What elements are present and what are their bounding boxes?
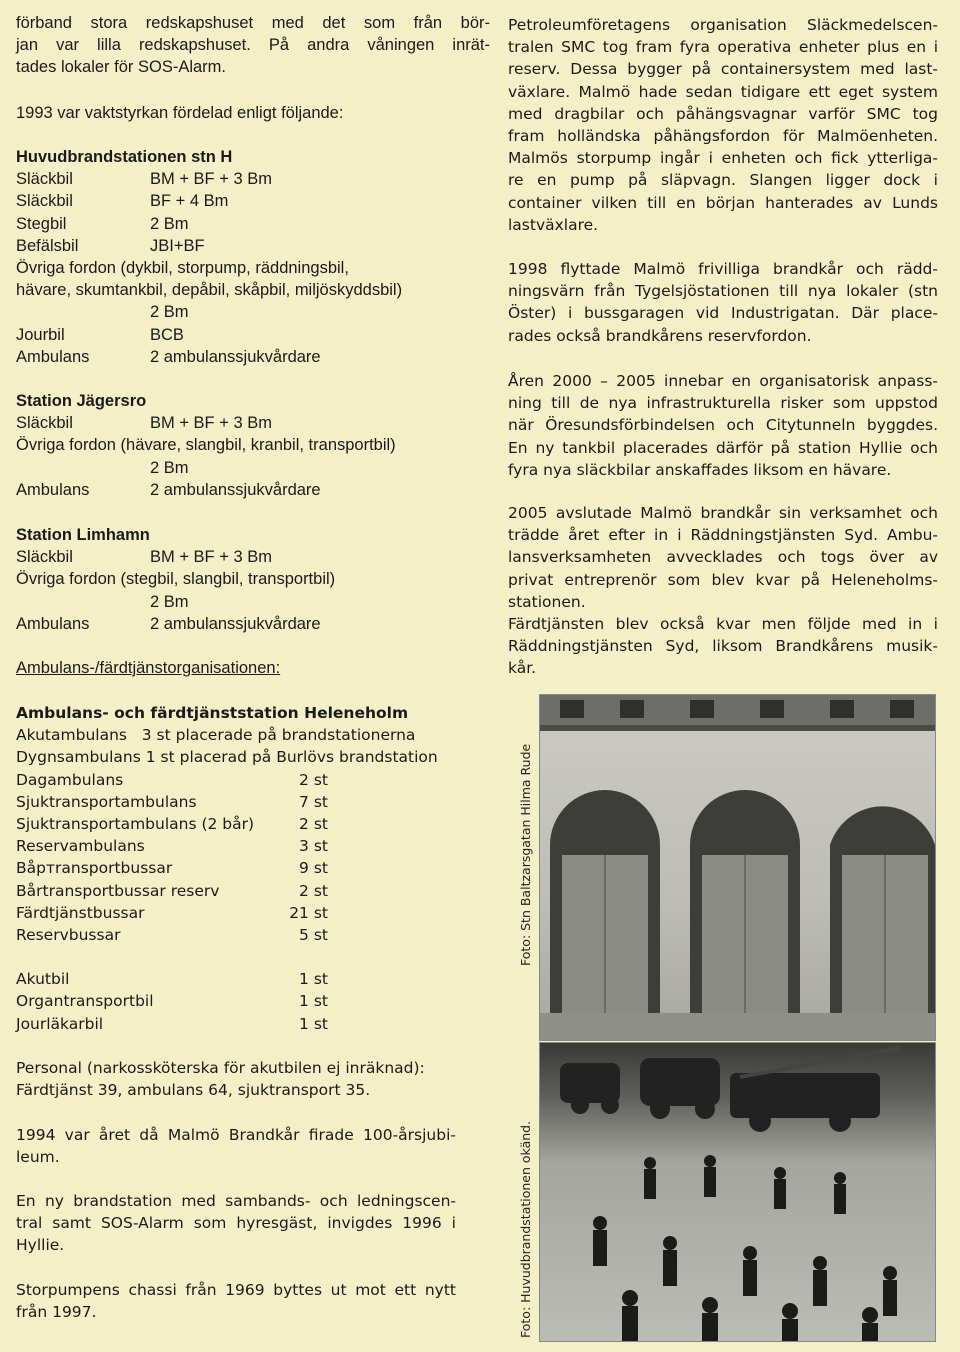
fire-brigade-parade-photo xyxy=(539,1042,936,1342)
paragraph-1996: En ny brandstation med sambands- och ledningscen- tral samt SOS-Alarm som hyresgäst, invigdes 1996 i Hyllie. xyxy=(16,1192,456,1255)
other-vehicles-line: hävare, skumtankbil, depåbil, skåpbil, miljöskyddsbil) xyxy=(16,281,403,300)
vehicle-row: Jourbil BCB xyxy=(16,325,184,344)
vehicle-row: Ambulans 2 ambulanssjukvårdare xyxy=(16,480,321,499)
limhamn-section xyxy=(16,524,496,635)
heleneholm-section xyxy=(16,702,496,1035)
paragraph-1997: Storpumpens chassi från 1969 byttes ut mot ett nytt från 1997. xyxy=(16,1281,456,1322)
list-item: Akutbil 1 st xyxy=(16,970,328,989)
right-paragraph-1998: 1998 flyttade Malmö frivilliga brandkår och rädd- ningsvärn från Tygelsjöstationen till nya lokaler (stn Öster) i bussgaragen vid Industrigatan. Där place- rades också brandkårens reservfordon. xyxy=(508,260,938,345)
huvud-section xyxy=(16,146,496,368)
right-paragraph-smc: Petroleumföretagens organisation Släckmedelscen- tralen SMC tog fram fyra operativa enheter plus en i reserv. Dessa bygger på containersystem med last- växlare. Malmö hade sedan tidigare ett eget system med dragbilar och påhängsvagnar varför SMC tog fram holländska påhängsfordon för Malmöenheten. Malmös storpump ingår i enheten och fick ytterliga- re en pump på släpvagn. Slangen ligger dock i container vilken till en början hanterades av Lunds lastväxlare. xyxy=(508,16,938,234)
vehicle-row: Släckbil BM + BF + 3 Bm xyxy=(16,548,272,567)
list-item: Sjuktransportambulans (2 bår) 2 st xyxy=(16,814,328,833)
staffing-intro: 1993 var vaktstyrkan fördelad enligt följande: xyxy=(16,104,344,122)
right-paragraph-2005: 2005 avslutade Malmö brandkår sin verksamhet och trädde året efter in i Räddningstjänsten Syd. Ambu- lansverksamheten avvecklades och togs över av privat entreprenör som blev kvar på Heleneholms- stationen. Färdtjänsten blev också kvar men följde med in i Räddningstjänsten Syd, liksom Brandkårens musik- kår. xyxy=(508,504,938,678)
list-item: Dagambulans 2 st xyxy=(16,770,328,789)
list-item: Bårtransportbussar reserv 2 st xyxy=(16,881,328,900)
text-line: Dygnsambulans 1 st placerad på Burlövs brandstation xyxy=(16,748,438,767)
text-line: jan var lilla redskapshuset. På andra våningen inrät- xyxy=(16,36,490,55)
vehicle-row: Ambulans 2 ambulanssjukvårdare xyxy=(16,614,321,633)
ambulans-org-heading: Ambulans-/färdtjänstorganisationen: xyxy=(16,659,281,677)
vehicle-row: Befälsbil JBI+BF xyxy=(16,236,205,255)
vehicle-row: Ambulans 2 ambulanssjukvårdare xyxy=(16,347,321,366)
station-building-photo xyxy=(539,694,936,1041)
list-item: Båртransportbussar 9 st xyxy=(16,859,328,878)
list-item: Sjuktransportambulans 7 st xyxy=(16,792,328,811)
jagersro-section xyxy=(16,390,496,501)
vehicle-row: Släckbil BM + BF + 3 Bm xyxy=(16,170,272,189)
vehicle-row: Släckbil BF + 4 Bm xyxy=(16,192,229,211)
personal-paragraph: Personal (narkossköterska för akutbilen ej inräknad): Färdtjänst 39, ambulans 64, sjuktransport 35. xyxy=(16,1059,425,1100)
left-top-paragraph xyxy=(16,12,490,79)
vehicle-row: 2 Bm xyxy=(150,592,189,611)
vehicle-row: 2 Bm xyxy=(150,458,189,477)
other-vehicles-line: Övriga fordon (hävare, slangbil, kranbil, transportbil) xyxy=(16,436,396,455)
right-paragraph-2000: Åren 2000 – 2005 innebar en organisatorisk anpass- ning till de nya infrastrukturella risker som uppstod när Öresundsförbindelsen och Citytunneln byggdes. En ny tankbil placerades därför på station Hyllie och fyra nya släckbilar anskaffades liksom en hävare. xyxy=(508,372,938,479)
list-item: Jourläkarbil 1 st xyxy=(16,1014,328,1033)
text-line: tades lokaler för SOS-Alarm. xyxy=(16,58,226,77)
other-vehicles-line: Övriga fordon (stegbil, slangbil, transportbil) xyxy=(16,570,336,589)
text-line: Akutambulans 3 st placerade på brandstationerna xyxy=(16,726,416,745)
section-heading: Ambulans- och färdtjänststation Heleneholm xyxy=(16,704,409,722)
section-heading: Huvudbrandstationen stn H xyxy=(16,148,233,166)
section-heading: Station Limhamn xyxy=(16,526,150,544)
building-illustration xyxy=(540,695,935,1040)
parade-illustration xyxy=(540,1043,935,1341)
section-heading: Station Jägersro xyxy=(16,392,147,410)
list-item: Reservbussar 5 st xyxy=(16,925,328,944)
vehicle-row: Släckbil BM + BF + 3 Bm xyxy=(16,414,272,433)
list-item: Organtransportbil 1 st xyxy=(16,992,328,1011)
list-item: Färdtjänstbussar 21 st xyxy=(16,903,328,922)
other-vehicles-line: Övriga fordon (dykbil, storpump, räddningsbil, xyxy=(16,258,349,277)
vehicle-row: 2 Bm xyxy=(150,303,189,322)
photo-credit-2: Foto: Huvudbrandstationen okänd. xyxy=(518,1120,533,1338)
paragraph-1994: 1994 var året då Malmö Brandkår firade 100-årsjubi- leum. xyxy=(16,1126,456,1167)
list-item: Reservambulans 3 st xyxy=(16,837,328,856)
vehicle-row: Stegbil 2 Bm xyxy=(16,214,189,233)
text-line: förband stora redskapshuset med det som från bör- xyxy=(16,14,490,32)
photo-credit-1: Foto: Stn Baltzarsgatan Hilma Rude xyxy=(518,743,533,966)
